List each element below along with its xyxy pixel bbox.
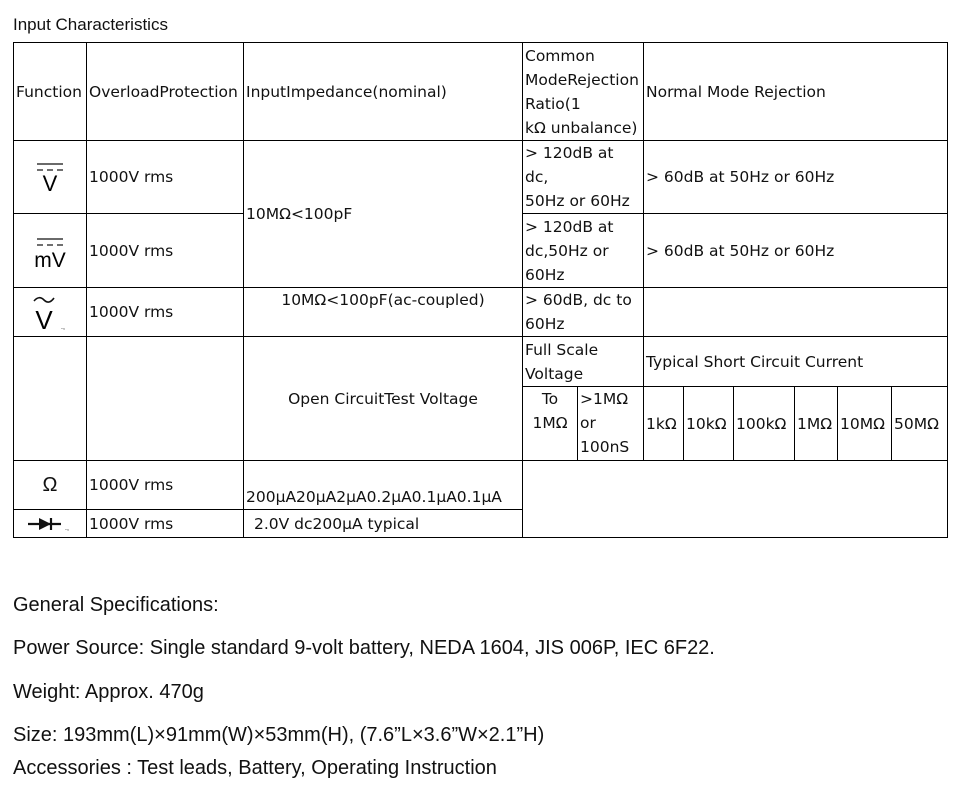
table-row (14, 288, 948, 337)
dcv-overload: 1000V rms (87, 141, 244, 214)
table-row (14, 141, 948, 214)
svg-text:V: V (35, 305, 53, 333)
acv-cmr: > 60dB, dc to 60Hz (523, 288, 644, 337)
header-function: Function (14, 43, 87, 141)
dcmv-cmr: > 120dB at dc,50Hz or 60Hz (523, 214, 644, 288)
diode-symbol (14, 510, 87, 538)
dcv-cmr: > 120dB at dc, 50Hz or 60Hz (523, 141, 644, 214)
header-row (14, 43, 948, 141)
accessories: Accessories : Test leads, Battery, Operating Instruction (13, 757, 497, 779)
table-caption: Input Characteristics (13, 15, 168, 34)
ac-volt-symbol (14, 288, 87, 337)
dcv-nmr: > 60dB at 50Hz or 60Hz (644, 141, 948, 214)
to-1mohm: To 1MΩ (523, 387, 578, 461)
range-1m: 1MΩ (795, 387, 838, 461)
svg-text:.,: ., (65, 524, 69, 532)
header-input-impedance: InputImpedance(nominal) (244, 43, 523, 141)
dc-millivolt-symbol (14, 214, 87, 288)
ohm-short-circuit-currents: 200μA20μA2μA0.2μA0.1μA0.1μA (244, 461, 523, 510)
svg-text:mV: mV (34, 248, 66, 271)
dc-volt-icon (32, 157, 68, 197)
power-source: Power Source: Single standard 9-volt battery, NEDA 1604, JIS 006P, IEC 6F22. (13, 637, 715, 659)
range-10m: 10MΩ (838, 387, 892, 461)
test-overload-empty (87, 337, 244, 461)
dcmv-nmr: > 60dB at 50Hz or 60Hz (644, 214, 948, 288)
table-row (14, 461, 948, 510)
header-common-mode-rejection: Common ModeRejection Ratio(1 kΩ unbalance) (523, 43, 644, 141)
svg-text:.,: ., (61, 324, 65, 331)
table-row (14, 337, 948, 387)
full-scale-voltage: Full Scale Voltage (523, 337, 644, 387)
ohm-overload: 1000V rms (87, 461, 244, 510)
range-100k: 100kΩ (734, 387, 795, 461)
acv-input-impedance: 10MΩ<100pF(ac-coupled) (244, 288, 523, 337)
acv-overload: 1000V rms (87, 288, 244, 337)
header-normal-mode-rejection: Normal Mode Rejection (644, 43, 948, 141)
diode-icon (25, 516, 75, 532)
range-10k: 10kΩ (684, 387, 734, 461)
dcmv-overload: 1000V rms (87, 214, 244, 288)
dc-input-impedance: 10MΩ<100pF (244, 141, 523, 288)
svg-text:V: V (42, 171, 58, 196)
weight: Weight: Approx. 470g (13, 681, 204, 703)
acv-nmr-empty (644, 288, 948, 337)
ohm-icon: Ω (42, 473, 58, 496)
dc-volt-symbol (14, 141, 87, 214)
above-1mohm: >1MΩ or 100nS (578, 387, 644, 461)
blank-cell (523, 461, 948, 538)
ohm-symbol (14, 461, 87, 510)
header-overload-protection: OverloadProtection (87, 43, 244, 141)
diode-test-voltage: 2.0V dc200μA typical (244, 510, 523, 538)
dc-millivolt-icon (28, 231, 72, 271)
diode-overload: 1000V rms (87, 510, 244, 538)
input-characteristics-table (13, 42, 948, 538)
range-1k: 1kΩ (644, 387, 684, 461)
ac-volt-icon (28, 291, 72, 333)
open-circuit-test-voltage: Open CircuitTest Voltage (244, 337, 523, 461)
test-function-empty (14, 337, 87, 461)
general-spec-heading: General Specifications: (13, 594, 219, 616)
typical-short-circuit-current: Typical Short Circuit Current (644, 337, 948, 387)
range-50m: 50MΩ (892, 387, 948, 461)
size: Size: 193mm(L)×91mm(W)×53mm(H), (7.6”L×3.6”W×2.1”H) (13, 724, 545, 746)
